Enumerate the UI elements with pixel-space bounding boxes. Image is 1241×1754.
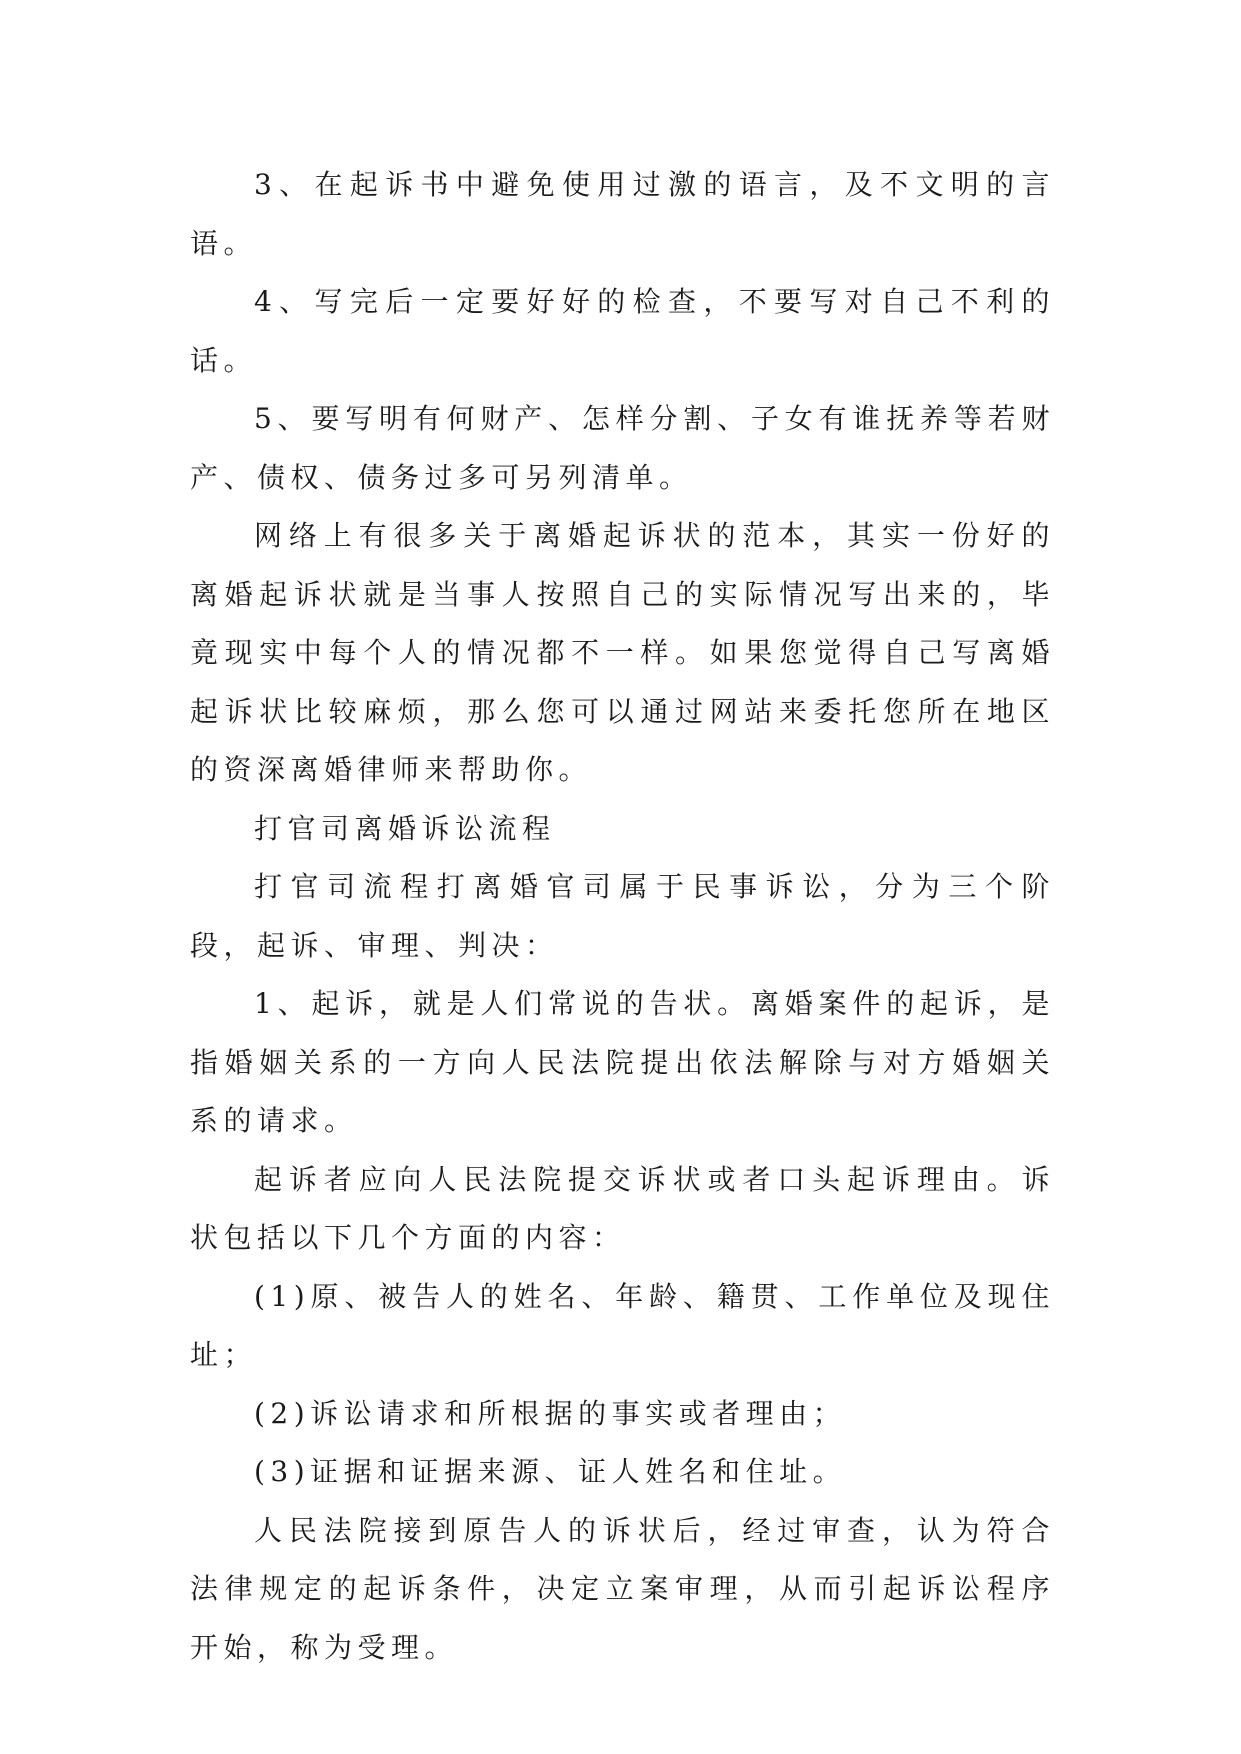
paragraph-item-4: 4、写完后一定要好好的检查，不要写对自己不利的话。 bbox=[190, 285, 1055, 377]
section-heading: 打官司离婚诉讼流程 bbox=[254, 811, 556, 845]
paragraph-acceptance: 人民法院接到原告人的诉状后，经过审查，认为符合法律规定的起诉条件，决定立案审理，从而引起诉讼程序开始，称为受理。 bbox=[190, 1513, 1055, 1664]
paragraph-item-3: 3、在起诉书中避免使用过激的语言，及不文明的言语。 bbox=[190, 168, 1055, 260]
list-item-2: (2)诉讼请求和所根据的事实或者理由； bbox=[254, 1396, 847, 1430]
list-item-1: (1)原、被告人的姓名、年龄、籍贯、工作单位及现住址； bbox=[190, 1279, 1055, 1371]
list-item-3: (3)证据和证据来源、证人姓名和住址。 bbox=[254, 1455, 847, 1488]
paragraph-process-overview: 打官司流程打离婚官司属于民事诉讼，分为三个阶段，起诉、审理、判决： bbox=[190, 870, 1055, 962]
paragraph-complaint-contents: 起诉者应向人民法院提交诉状或者口头起诉理由。诉状包括以下几个方面的内容： bbox=[190, 1162, 1055, 1254]
paragraph-item-5: 5、要写明有何财产、怎样分割、子女有谁抚养等若财产、债权、债务过多可另列清单。 bbox=[190, 402, 1055, 494]
document-body bbox=[190, 156, 1055, 1677]
paragraph-online-templates: 网络上有很多关于离婚起诉状的范本，其实一份好的离婚起诉状就是当事人按照自己的实际情况写出来的，毕竟现实中每个人的情况都不一样。如果您觉得自己写离婚起诉状比较麻烦，那么您可以通过网站来委托您所在地区的资深离婚律师来帮助你。 bbox=[190, 519, 1055, 786]
paragraph-step-1: 1、起诉，就是人们常说的告状。离婚案件的起诉，是指婚姻关系的一方向人民法院提出依法解除与对方婚姻关系的请求。 bbox=[190, 987, 1055, 1137]
